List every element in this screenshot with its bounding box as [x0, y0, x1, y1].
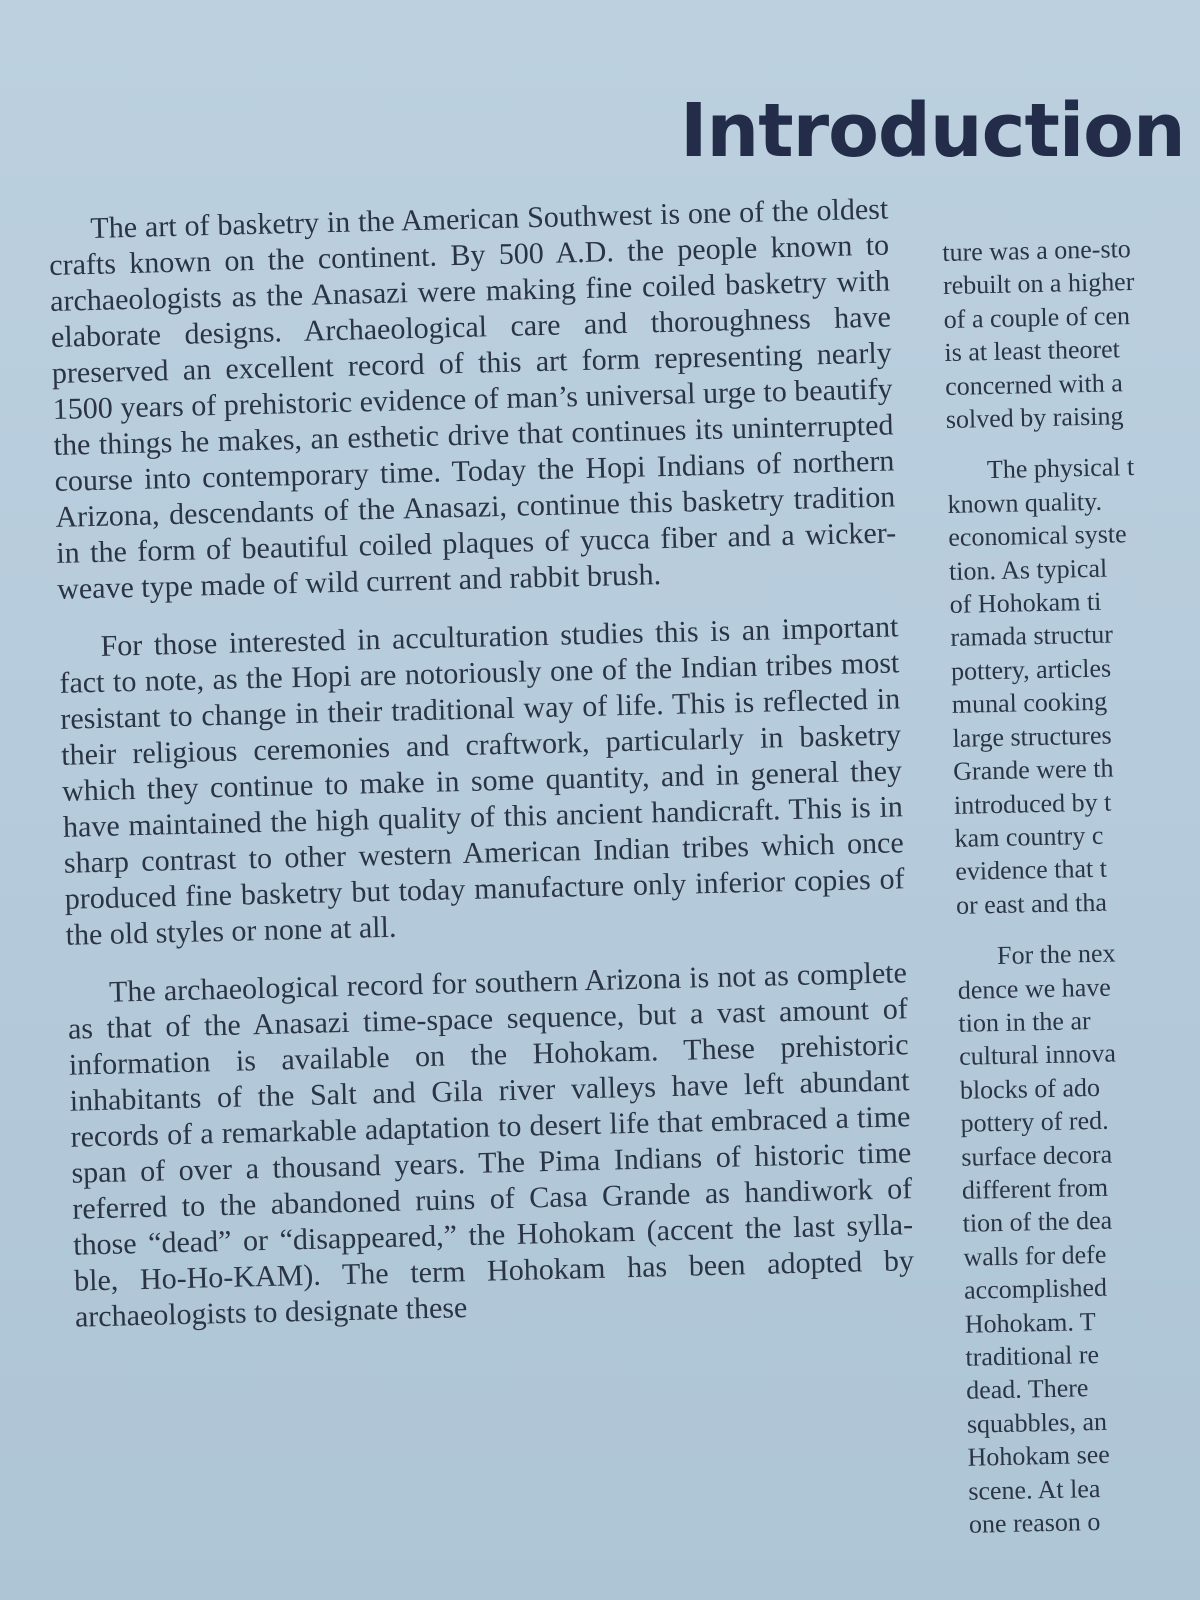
right-paragraph-2 — [947, 449, 1200, 922]
text-line: Hohokam. T — [964, 1306, 1097, 1339]
text-line: is at least theoret — [944, 334, 1121, 368]
text-line: tion in the ar — [958, 1006, 1091, 1038]
right-column — [942, 231, 1200, 1560]
text-line: Grande were th — [952, 753, 1114, 786]
paragraph-basketry-history: The art of basketry in the American Southwest is one of the oldest crafts known on the continent. By 500 A.D. the people known to archaeologists as the Anasazi were making fine coiled basketry with elaborate designs. Archaeological care and thoroughness have preserved an excellent record of this art form representing nearly 1500 years of prehistoric evidence of man’s universal urge to beautify the things he makes, an esthetic drive that continues its uninterrupted course into contemporary time. Today the Hopi Indians of northern Arizona, descendants of the Anasazi, continue this basketry tradition in the form of beautiful coiled plaques of yucca fiber and a wicker-weave type made of wild current and rabbit brush. — [48, 192, 897, 606]
left-column — [48, 191, 916, 1357]
text-line: squabbles, an — [966, 1406, 1108, 1439]
text-line: of a couple of cen — [943, 300, 1131, 334]
text-line: kam country c — [954, 820, 1104, 853]
text-line: pottery of red. — [960, 1105, 1109, 1138]
text-line: tion. As typical — [948, 553, 1108, 586]
text-line: large structures — [952, 720, 1112, 753]
text-line: dence we have — [957, 972, 1112, 1005]
text-line: Hohokam see — [967, 1439, 1111, 1472]
paragraph-hohokam-record: The archaeological record for southern Arizona is not as complete as that of the Anasazi time-space sequence, but a vast amount of information is available on the Hohokam. These prehistoric inhabitants of the Salt and Gila river valleys have left abundant records of a remarkable adaptation to desert life that embraced a time span of over a thousand years. The Pima Indians of historic time referred to the abandoned ruins of Casa Grande as handiwork of those “dead” or “disappeared,” the Hohokam (accent the last sylla-ble, Ho-Ho-KAM). The term Hohokam has been adopted by archaeologists to designate these — [67, 956, 915, 1334]
text-line: The physical t — [986, 452, 1135, 485]
text-line: or east and tha — [955, 887, 1108, 920]
text-line: different from — [961, 1172, 1109, 1205]
text-line: scene. At lea — [967, 1473, 1101, 1506]
text-line: economical syste — [948, 519, 1127, 553]
text-line: tion of the dea — [962, 1206, 1113, 1239]
text-line: solved by raising — [945, 401, 1124, 434]
text-line: walls for defe — [963, 1239, 1107, 1272]
text-line: traditional re — [965, 1339, 1100, 1372]
text-line: known quality. — [947, 486, 1103, 519]
text-line: evidence that t — [955, 854, 1108, 887]
text-line: concerned with a — [944, 367, 1124, 401]
text-line: ramada structur — [950, 619, 1114, 653]
text-line: rebuilt on a higher — [942, 267, 1135, 301]
text-line: dead. There — [965, 1373, 1089, 1406]
text-line: pottery, articles — [950, 653, 1112, 686]
text-line: of Hohokam ti — [949, 586, 1102, 619]
page-title: Introduction — [680, 88, 1185, 174]
text-line: blocks of ado — [959, 1072, 1101, 1105]
right-paragraph-3 — [957, 935, 1200, 1542]
text-line: introduced by t — [953, 787, 1112, 820]
text-line: one reason o — [968, 1506, 1101, 1539]
text-line: accomplished — [963, 1272, 1108, 1305]
text-line: cultural innova — [958, 1038, 1117, 1072]
text-line: surface decora — [960, 1139, 1113, 1172]
text-line: munal cooking — [951, 686, 1108, 720]
text-line: ture was a one-sto — [942, 234, 1132, 267]
text-line: For the nex — [996, 938, 1116, 971]
right-paragraph-1 — [942, 231, 1200, 437]
paragraph-acculturation: For those interested in acculturation studies this is an important fact to note, as the Hopi are notoriously one of the Indian tribes most resistant to change in their traditional way of life. This is reflected in their religious ceremonies and craftwork, particularly in basketry which they continue to make in some quantity, and in general they have maintained the high quality of this ancient handicraft. This is in sharp contrast to other western American Indian tribes which once produced fine basketry but today manufacture only inferior copies of the old styles or none at all. — [59, 610, 905, 952]
